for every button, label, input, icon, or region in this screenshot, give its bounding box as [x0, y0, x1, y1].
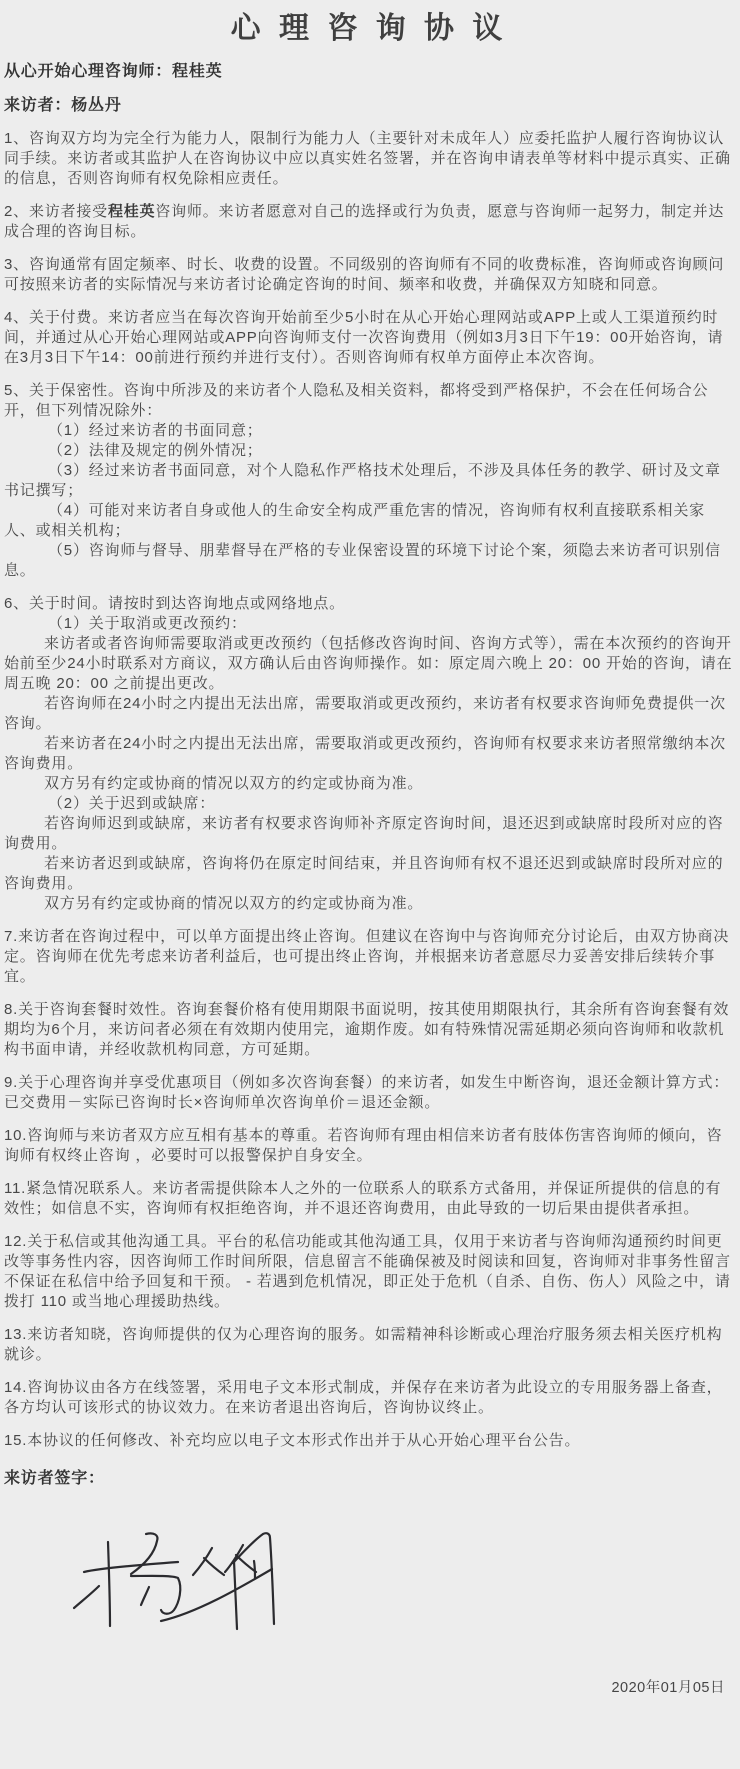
clause-paragraph: （1）经过来访者的书面同意；	[48, 422, 263, 439]
clause-paragraph: （1）关于取消或更改预约：	[48, 615, 247, 632]
signature-drawing	[66, 1531, 296, 1631]
client-label: 来访者：	[4, 97, 72, 114]
clause-paragraph: 15.本协议的任何修改、补充均应以电子文本形式作出并于从心开始心理平台公告。	[4, 1432, 581, 1449]
counselor-line	[4, 62, 734, 82]
clause-paragraph: 2、来访者接受程桂英咨询师。来访者愿意对自己的选择或行为负责，愿意与咨询师一起努力，制定并达成合理的咨询目标。	[4, 203, 725, 240]
clause-paragraph: （4）可能对来访者自身或他人的生命安全构成严重危害的情况，咨询师有权利直接联系相关家人、或相关机构；	[4, 502, 705, 539]
counselor-label: 从心开始心理咨询师：	[4, 63, 173, 80]
clause-paragraph: 13.来访者知晓，咨询师提供的仅为心理咨询的服务。如需精神科诊断或心理治疗服务须去相关医疗机构就诊。	[4, 1326, 723, 1363]
clause-paragraph: （5）咨询师与督导、朋辈督导在严格的专业保密设置的环境下讨论个案，须隐去来访者可识别信息。	[4, 542, 721, 579]
clause-paragraph: 14.咨询协议由各方在线签署，采用电子文本形式制成，并保存在来访者为此设立的专用服务器上备查，各方均认可该形式的协议效力。在来访者退出咨询后，咨询协议终止。	[4, 1379, 723, 1416]
clause-paragraph: 10.咨询师与来访者双方应互相有基本的尊重。若咨询师有理由相信来访者有肢体伤害咨询师的倾向，咨询师有权终止咨询 ，必要时可以报警保护自身安全。	[4, 1127, 723, 1164]
clause-paragraph: 双方另有约定或协商的情况以双方的约定或协商为准。	[44, 895, 424, 912]
clause-paragraph: （2）关于迟到或缺席：	[48, 795, 216, 812]
clause-paragraph: 若咨询师在24小时之内提出无法出席，需要取消或更改预约，来访者有权要求咨询师免费提供一次咨询。	[4, 695, 726, 732]
clause-paragraph: 11.紧急情况联系人。来访者需提供除本人之外的一位联系人的联系方式备用，并保证所提供的信息的有效性；如信息不实，咨询师有权拒绝咨询，并不退还咨询费用，由此导致的一切后果由提供者承担。	[4, 1180, 722, 1217]
page-title: 心 理 咨 询 协 议	[230, 12, 508, 45]
client-signature-handwriting	[66, 1531, 296, 1631]
clause-list	[4, 129, 734, 1451]
clause-paragraph: 8.关于咨询套餐时效性。咨询套餐价格有使用期限书面说明，按其使用期限执行，其余所有咨询套餐有效期均为6个月，来访问者必须在有效期内使用完，逾期作废。如有特殊情况需延期必须向咨询师和收款机构书面申请，并经收款机构同意，方可延期。	[4, 1001, 730, 1058]
clause-paragraph: 若来访者迟到或缺席，咨询将仍在原定时间结束，并且咨询师有权不退还迟到或缺席时段所对应的咨询费用。	[4, 855, 724, 892]
clause-paragraph: 若来访者在24小时之内提出无法出席，需要取消或更改预约，咨询师有权要求来访者照常缴纳本次咨询费用。	[4, 735, 726, 772]
clause-paragraph: 来访者或者咨询师需要取消或更改预约（包括修改咨询时间、咨询方式等），需在本次预约的咨询开始前至少24小时联系对方商议，双方确认后由咨询师操作。如：原定周六晚上 20：00 开始的咨询，请在周五晚 20：00 之前提出更改。	[4, 635, 733, 692]
clause-paragraph: 5、关于保密性。咨询中所涉及的来访者个人隐私及相关资料，都将受到严格保护，不会在任何场合公开，但下列情况除外：	[4, 382, 709, 419]
agreement-date: 2020年01月05日	[611, 1680, 725, 1696]
clause-paragraph: 6、关于时间。请按时到达咨询地点或网络地点。	[4, 595, 345, 612]
client-name: 杨丛丹	[71, 97, 122, 114]
clause-paragraph: 9.关于心理咨询并享受优惠项目（例如多次咨询套餐）的来访者，如发生中断咨询，退还金额计算方式： 已交费用－实际已咨询时长×咨询师单次咨询单价＝退还金额。	[4, 1074, 730, 1111]
clause-paragraph: 3、咨询通常有固定频率、时长、收费的设置。不同级别的咨询师有不同的收费标准，咨询师或咨询顾问可按照来访者的实际情况与来访者讨论确定咨询的时间、频率和收费，并确保双方知晓和同意。	[4, 256, 725, 293]
signature-label: 来访者签字：	[4, 1470, 105, 1487]
clause-paragraph: 双方另有约定或协商的情况以双方的约定或协商为准。	[44, 775, 424, 792]
clause-paragraph: （2）法律及规定的例外情况；	[48, 442, 263, 459]
counselor-name: 程桂英	[172, 63, 223, 80]
clause-paragraph: 若咨询师迟到或缺席，来访者有权要求咨询师补齐原定咨询时间，退还迟到或缺席时段所对应的咨询费用。	[4, 815, 724, 852]
clause-paragraph: 1、咨询双方均为完全行为能力人，限制行为能力人（主要针对未成年人）应委托监护人履行咨询协议认同手续。来访者或其监护人在咨询协议中应以真实姓名签署，并在咨询申请表单等材料中提示真实、正确的信息，否则咨询师有权免除相应责任。	[4, 130, 731, 187]
clause-paragraph: 4、关于付费。来访者应当在每次咨询开始前至少5小时在从心开始心理网站或APP上或人工渠道预约时间，并通过从心开始心理网站或APP向咨询师支付一次咨询费用（例如3月3日下午19：00开始咨询，请在3月3日下午14：00前进行预约并进行支付）。否则咨询师有权单方面停止本次咨询。	[4, 309, 724, 366]
client-line	[4, 96, 734, 116]
clause-paragraph: 7.来访者在咨询过程中，可以单方面提出终止咨询。但建议在咨询中与咨询师充分讨论后，由双方协商决定。咨询师在优先考虑来访者利益后，也可提出终止咨询，并根据来访者意愿尽力妥善安排后续转介事宜。	[4, 928, 730, 985]
clause-paragraph: （3）经过来访者书面同意，对个人隐私作严格技术处理后，不涉及具体任务的教学、研讨及文章书记撰写；	[4, 462, 721, 499]
clause-paragraph: 12.关于私信或其他沟通工具。平台的私信功能或其他沟通工具，仅用于来访者与咨询师沟通预约时间更改等事务性内容，因咨询师工作时间所限，信息留言不能确保被及时阅读和回复，咨询师对非事务性留言不保证在私信中给予回复和干预。 - 若遇到危机情况，即正处于危机（自杀、自伤、伤人）风险之中，请拨打 110 或当地心理援助热线。	[4, 1233, 731, 1310]
